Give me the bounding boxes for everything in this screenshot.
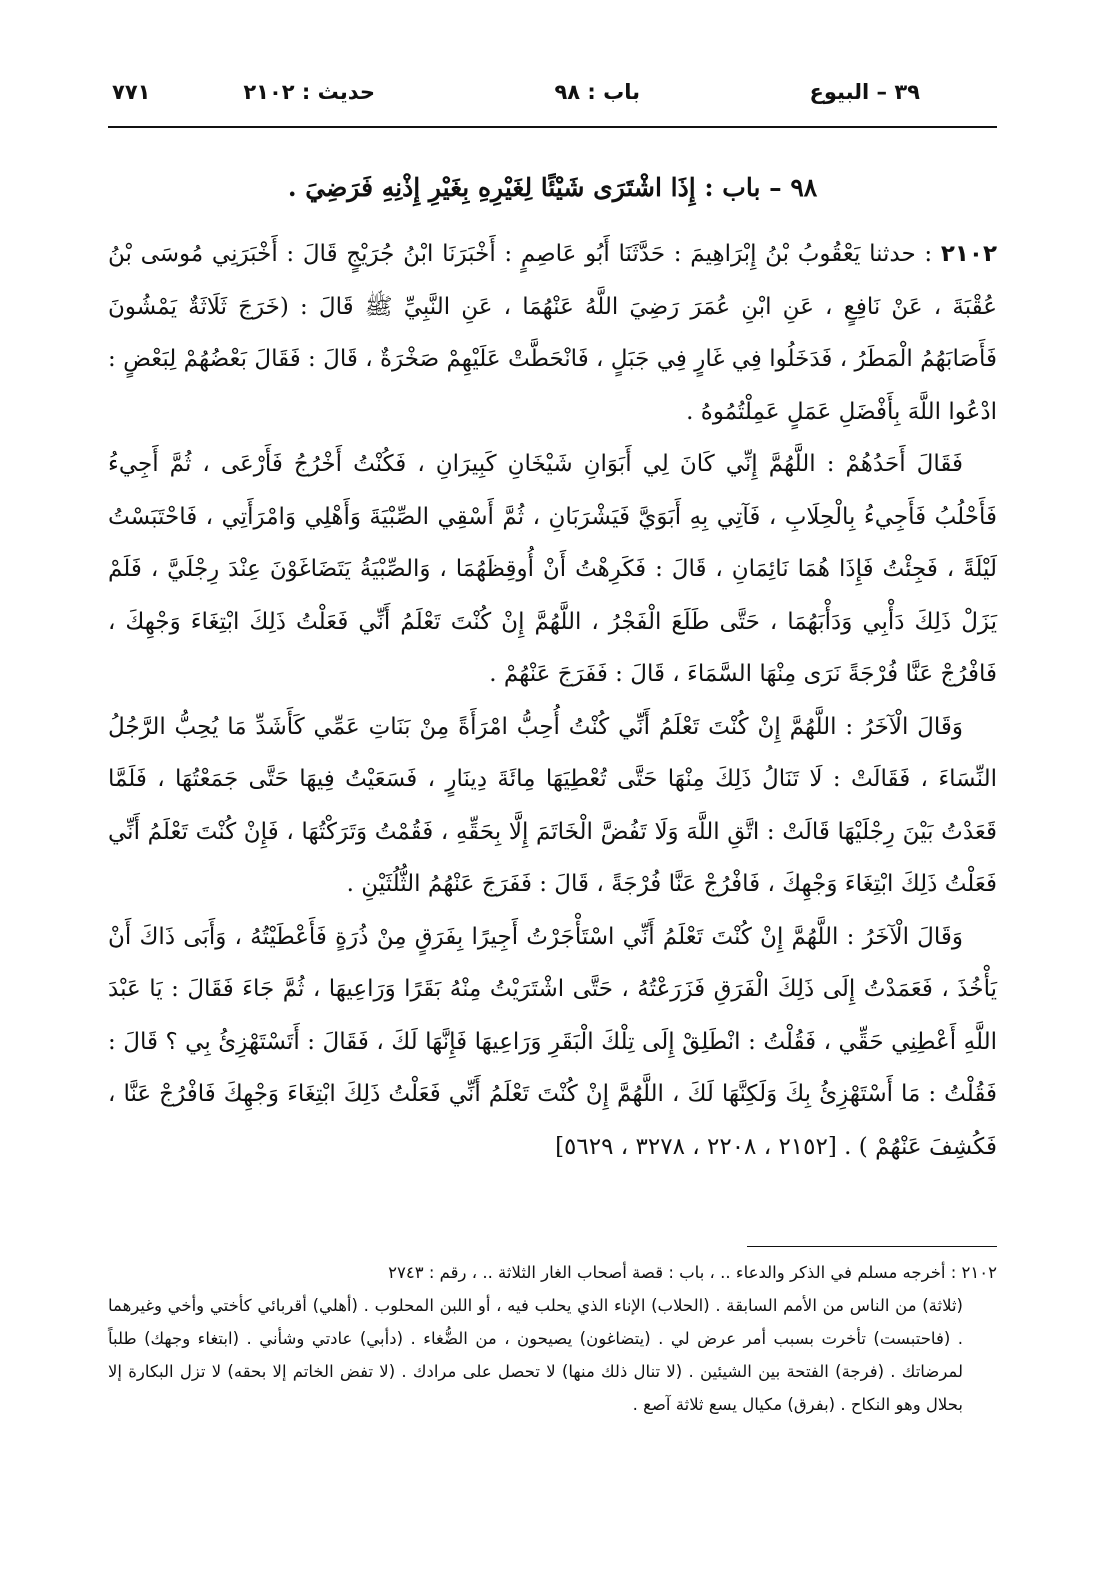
hadith-third-text: وَقَالَ الْآخَرُ : اللَّهُمَّ إِنْ كُنْتَ تَعْلَمُ أَنِّي اسْتَأْجَرْتُ أَجِيرًا بِفَرَقٍ مِنْ ذُرَةٍ فَأَعْطَيْتُهُ ، وَأَبَى ذَاكَ أَنْ يَأْخُذَ ، فَعَمَدْتُ إِلَى ذَلِكَ الْفَرَقِ فَزَرَعْتُهُ ، حَتَّى اشْتَرَيْتُ مِنْهُ بَقَرًا وَرَاعِيهَا ، ثُمَّ جَاءَ فَقَالَ : يَا عَبْدَ اللَّهِ أَعْطِنِي حَقِّي ، فَقُلْتُ : انْطَلِقْ إِلَى تِلْكَ الْبَقَرِ وَرَاعِيهَا فَإِنَّهَا لَكَ ، فَقَالَ : أَتَسْتَهْزِئُ بِي ؟ قَالَ : فَقُلْتُ : مَا أَسْتَهْزِئُ بِكَ وَلَكِنَّهَا لَكَ ، اللَّهُمَّ إِنْ كُنْتَ تَعْلَمُ أَنِّي فَعَلْتُ ذَلِكَ ابْتِغَاءَ وَجْهِكَ فَافْرُجْ عَنَّا ، فَكُشِفَ عَنْهُمْ ) . bbox=[108, 923, 997, 1160]
footnote-glossary: (ثلاثة) من الناس من الأمم السابقة . (الحلاب) الإناء الذي يحلب فيه ، أو اللبن المحلوب . (أهلي) أقربائي كأختي وأخي وغيرهما . (فاحتبست) تأخرت بسبب أمر عرض لي . (يتضاغون) يصيحون ، من الضُّغاء . (دأبي) عادتي وشأني . (ابتغاء وجهك) طلباً لمرضاتك . (فرجة) الفتحة بين الشيئين . (لا تنال ذلك منها) لا تحصل على مرادك . (لا تفض الخاتم إلا بحقه) لا تزل البكارة إلا بحلال وهو النكاح . (بفرق) مكيال يسع ثلاثة آصع . bbox=[108, 1296, 963, 1414]
hadith-number: ٢١٠٢ bbox=[940, 241, 997, 267]
running-header bbox=[112, 80, 920, 120]
footnote-rule bbox=[747, 1246, 997, 1247]
header-hadith-number: حديث : ٢١٠٢ bbox=[243, 80, 375, 104]
hadith-paragraph-isnad bbox=[108, 228, 997, 438]
hadith-paragraph-second-man: وَقَالَ الْآخَرُ : اللَّهُمَّ إِنْ كُنْتَ تَعْلَمُ أَنِّي كُنْتُ أُحِبُّ امْرَأَةً مِنْ بَنَاتِ عَمِّي كَأَشَدِّ مَا يُحِبُّ الرَّجُلُ النِّسَاءَ ، فَقَالَتْ : لَا تَنَالُ ذَلِكَ مِنْهَا حَتَّى تُعْطِيَهَا مِائَةَ دِينَارٍ ، فَسَعَيْتُ فِيهَا حَتَّى جَمَعْتُهَا ، فَلَمَّا قَعَدْتُ بَيْنَ رِجْلَيْهَا قَالَتْ : اتَّقِ اللَّهَ وَلَا تَفُضَّ الْخَاتَمَ إِلَّا بِحَقِّهِ ، فَقُمْتُ وَتَرَكْتُهَا ، فَإِنْ كُنْتَ تَعْلَمُ أَنِّي فَعَلْتُ ذَلِكَ ابْتِغَاءَ وَجْهِكَ ، فَافْرُجْ عَنَّا فُرْجَةً ، قَالَ : فَفَرَجَ عَنْهُمُ الثُّلُثَيْنِ . bbox=[108, 713, 997, 897]
header-book-title: ٣٩ – البيوع bbox=[809, 80, 920, 104]
cross-references: [٢١٥٢ ، ٢٢٠٨ ، ٣٢٧٨ ، ٥٦٢٩] bbox=[555, 1133, 837, 1160]
hadith-paragraph-first-man: فَقَالَ أَحَدُهُمْ : اللَّهُمَّ إِنِّي كَانَ لِي أَبَوَانِ شَيْخَانِ كَبِيرَانِ ، فَكُنْتُ أَخْرُجُ فَأَرْعَى ، ثُمَّ أَجِيءُ فَأَحْلُبُ فَأَجِيءُ بِالْحِلَابِ ، فَآتِي بِهِ أَبَوَيَّ فَيَشْرَبَانِ ، ثُمَّ أَسْقِي الصِّبْيَةَ وَأَهْلِي وَامْرَأَتِي ، فَاحْتَبَسْتُ لَيْلَةً ، فَجِئْتُ فَإِذَا هُمَا نَائِمَانِ ، قَالَ : فَكَرِهْتُ أَنْ أُوقِظَهُمَا ، وَالصِّبْيَةُ يَتَضَاغَوْنَ عِنْدَ رِجْلَيَّ ، فَلَمْ يَزَلْ ذَلِكَ دَأْبِي وَدَأْبَهُمَا ، حَتَّى طَلَعَ الْفَجْرُ ، اللَّهُمَّ إِنْ كُنْتَ تَعْلَمُ أَنِّي فَعَلْتُ ذَلِكَ ابْتِغَاءَ وَجْهِكَ ، فَافْرُجْ عَنَّا فُرْجَةً نَرَى مِنْهَا السَّمَاءَ ، قَالَ : فَفَرَجَ عَنْهُمْ . bbox=[108, 451, 997, 687]
page-number: ٧٧١ bbox=[112, 80, 151, 104]
hadith-body bbox=[108, 228, 997, 1173]
header-rule bbox=[108, 126, 997, 128]
footnotes bbox=[108, 1256, 997, 1421]
hadith-paragraph-third-man bbox=[108, 911, 997, 1174]
header-chapter: باب : ٩٨ bbox=[554, 80, 640, 104]
footnote-reference: ٢١٠٢ : أخرجه مسلم في الذكر والدعاء .. ، باب : قصة أصحاب الغار الثلاثة .. ، رقم : ٢٧٤٣ bbox=[388, 1263, 997, 1282]
chapter-title: ٩٨ – باب : إِذَا اشْتَرَى شَيْئًا لِغَيْرِهِ بِغَيْرِ إِذْنِهِ فَرَضِيَ . bbox=[287, 173, 818, 202]
hadith-isnad-text: : حدثنا يَعْقُوبُ بْنُ إِبْرَاهِيمَ : حَدَّثَنَا أَبُو عَاصِمٍ : أَخْبَرَنَا ابْنُ جُرَيْجٍ قَالَ : أَخْبَرَنِي مُوسَى بْنُ عُقْبَةَ ، عَنْ نَافِعٍ ، عَنِ ابْنِ عُمَرَ رَضِيَ اللَّهُ عَنْهُمَا ، عَنِ النَّبِيِّ ﷺ قَالَ : (خَرَجَ ثَلَاثَةٌ يَمْشُونَ فَأَصَابَهُمُ الْمَطَرُ ، فَدَخَلُوا فِي غَارٍ فِي جَبَلٍ ، فَانْحَطَّتْ عَلَيْهِمْ صَخْرَةٌ ، قَالَ : فَقَالَ بَعْضُهُمْ لِبَعْضٍ : ادْعُوا اللَّهَ بِأَفْضَلِ عَمَلٍ عَمِلْتُمُوهُ . bbox=[108, 241, 997, 425]
